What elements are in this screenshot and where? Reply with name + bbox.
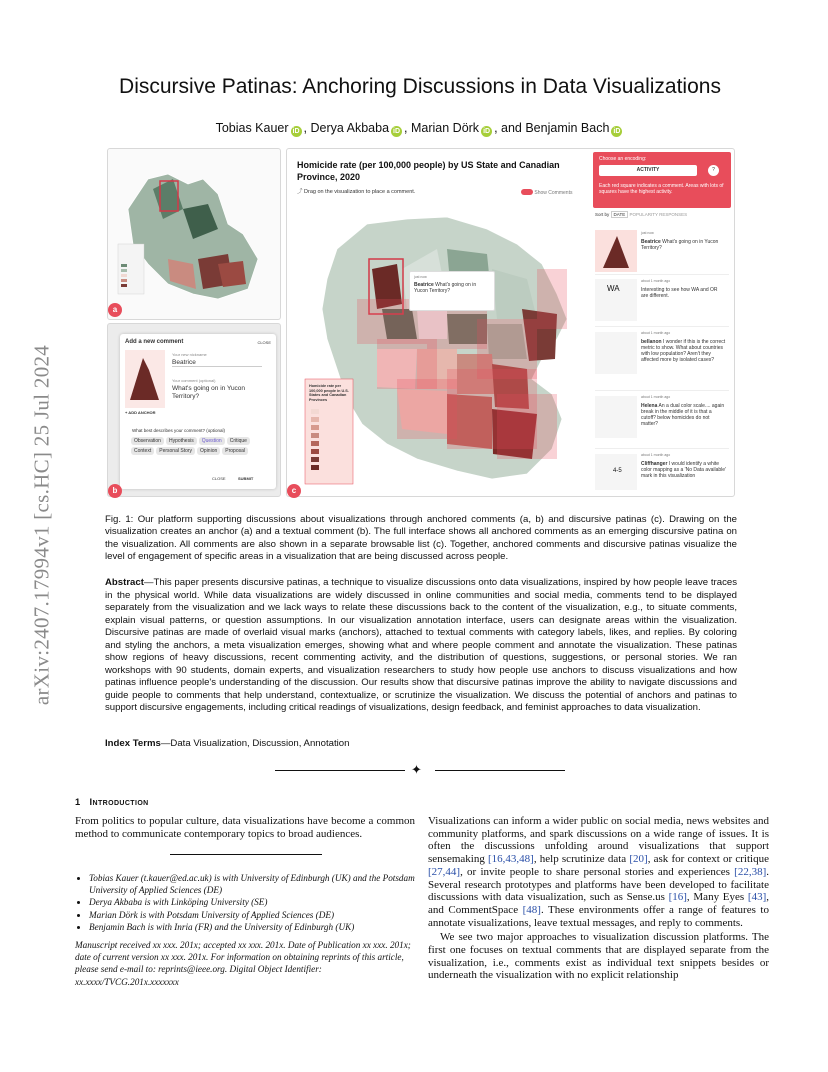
intro-right: Visualizations can inform a wider public on social media, news websites and community platforms, and spark discussions on a wide range of issues. It is often the discussions unfolding around visualizations that support sensemaking [16,43,48], help scrutinize data [20], ask for context or critique [27,44], or invite people to share personal stories and experiences [22,38]. Several research prototypes and platforms have been developed to facilitate discussions with data visualization, such as Sense.us [16], Many Eyes [43], and CommentSpace [48]. These environments offer a range of features to annotate visualizations, leave textual messages, and reply to comments. We see two major approaches to visualization discussion platforms. The first one focuses on textual comments that are displayed separate from the visualization, i.e., comments exist as individual text snippets besides or underneath the visualization with no explicit relationship [428, 815, 769, 982]
category-chip[interactable]: Critique [227, 437, 250, 445]
footnote: • Marian Dörk is with Potsdam University of Applied Sciences (DE) [89, 909, 415, 921]
dialog-title: Add a new comment [125, 339, 184, 345]
footnote: • Tobias Kauer (t.kauer@ed.ac.uk) is with University of Edinburgh (UK) and the Potsdam University of Applied Sciences (DE) [89, 872, 415, 896]
comment-thumb: 4-5 [595, 454, 637, 490]
anchor-preview [125, 350, 165, 408]
manuscript-note: Manuscript received xx xxx. 201x; accepted xx xxx. 201x. Date of Publication xx xxx. 201x; date of current version xx xxx. 201x. For information on obtaining reprints of this article, please send e-mail to: reprints@ieee.org. Digital Object Identifier: xx.xxxx/TVCG.201x.xxxxxxx [75, 940, 411, 987]
choropleth-map[interactable] [297, 209, 597, 494]
category-chip[interactable]: Observation [131, 437, 164, 445]
footnote-rule [170, 854, 322, 855]
category-chip[interactable]: Hypothesis [166, 437, 197, 445]
comment-time: just now [641, 231, 654, 235]
chart-title: Homicide rate (per 100,000 people) by US State and Canadian Province, 2020 [297, 160, 560, 182]
comment-card[interactable] [595, 450, 729, 494]
nickname-field[interactable]: Beatrice [172, 359, 262, 367]
divider-left [275, 770, 405, 771]
author-list: Tobias Kauer iD , Derya Akbaba iD , Marian Dörk iD , and Benjamin Bach iD [215, 121, 621, 135]
footnotes [75, 872, 415, 988]
sort-option[interactable]: POPULARITY [629, 212, 658, 217]
comment-time: about 1 month ago [641, 279, 671, 283]
orcid-icon[interactable]: iD [613, 128, 621, 135]
comment-thumb [595, 396, 637, 438]
add-anchor-button[interactable]: + ADD ANCHOR [125, 410, 156, 415]
sort-option[interactable]: DATE [611, 211, 629, 218]
comment-text: Helena An a dual color scale.... again break in the middle of it is that a cutoff? below homicides do not matter? [641, 403, 725, 427]
comment-time: about 1 month ago [641, 331, 671, 335]
drag-icon: ⤴ [297, 189, 305, 195]
citation-link[interactable]: [48] [522, 903, 541, 916]
legend-title: Homicide rate per 100,000 people in U.S. States and Canadian Provinces [309, 384, 349, 402]
comment-card[interactable] [595, 392, 729, 449]
panel-a [107, 148, 281, 320]
author: and Benjamin Bach [501, 121, 610, 135]
divider-star-icon: ✦ [411, 762, 422, 777]
show-comments-toggle[interactable]: Show Comments [521, 189, 572, 196]
citation-link[interactable]: [16] [668, 891, 687, 904]
section-heading: 1 Introduction [75, 797, 149, 807]
comment-text: bellanon I wonder if this is the correct metric to show. What about countries with low population? Aren't they affected more by isolated cases? [641, 339, 726, 363]
category-chip[interactable]: Context [131, 447, 154, 455]
help-icon[interactable]: ? [708, 165, 719, 176]
divider-right [435, 770, 565, 771]
comment-thumb: WA [595, 279, 637, 321]
orcid-icon[interactable]: iD [393, 128, 401, 135]
tooltip-time: just now [414, 275, 427, 279]
comment-text: Interesting to see how WA and OR are different. [641, 287, 718, 299]
encoding-label: Choose an encoding: [599, 156, 647, 162]
encoding-panel [593, 152, 731, 208]
drag-hint: ⤴ Drag on the visualization to place a comment. [297, 189, 416, 195]
encoding-help: Each red square indicates a comment. Areas with lots of squares have the highest activity. [599, 183, 724, 195]
author: Tobias Kauer [215, 121, 289, 135]
encoding-select[interactable]: ACTIVITY [599, 165, 697, 176]
comment-card[interactable] [595, 328, 729, 391]
comment-card[interactable] [595, 228, 729, 275]
mini-map-a [108, 149, 280, 319]
nickname-label: Your new nickname [172, 352, 207, 357]
orcid-icon[interactable]: iD [292, 128, 300, 135]
comment-time: about 1 month ago [641, 395, 671, 399]
author: Marian Dörk [410, 121, 480, 135]
category-chip[interactable]: Opinion [197, 447, 220, 455]
comment-thumb [595, 230, 637, 272]
arxiv-side-label: arXiv:2407.17994v1 [cs.HC] 25 Jul 2024 [29, 344, 54, 706]
category-chip[interactable]: Proposal [222, 447, 248, 455]
category-chip[interactable]: Personal Story [156, 447, 195, 455]
category-chips [130, 436, 270, 456]
footnote: • Benjamin Bach is with Inria (FR) and the University of Edinburgh (UK) [89, 921, 415, 933]
panel-c [286, 148, 735, 497]
close-button[interactable]: CLOSE [212, 476, 226, 481]
author: Derya Akbaba [310, 121, 390, 135]
comment-time: about 1 month ago [641, 453, 671, 457]
toggle-icon[interactable] [521, 189, 533, 195]
map-tooltip [409, 271, 495, 311]
footnote: • Derya Akbaba is with Linköping University (SE) [89, 896, 415, 908]
comment-card[interactable] [595, 276, 729, 327]
abstract: Abstract—This paper presents discursive patinas, a technique to visualize discussions onto data visualizations, inspired by how people leave traces in the physical world. While data visualizations are widely discussed in online communities and social media, comments tend to be displayed separately from the visualization and we lack ways to relate these discussions back to the content of the visualization, e.g., to situate comments, explain visual patterns, or question assumptions. In our visualization annotation interface, users can designate areas within the visualization. Discursive patinas are made of overlaid visual marks (anchors), attached to textual comments with category labels, likes, and replies. By coloring and styling the anchors, a meta visualization emerges, showing what and where people comment and annotate the visualization. These patinas show regions of heavy discussions, recent commenting activity, and the distribution of questions, suggestions, or personal stories. We ran workshops with 90 students, domain experts, and visualization researchers to study how people use anchors to discuss visualizations and how patinas influence people's understanding of the discussion. Our results show that discursive patinas improve the ability to navigate discussions and guide people to comments that help understand, contextualize, or scrutinize the visualization. We discuss the potential of anchors and patinas to support discursive engagements, including critical readings of visualizations, design feedback, and feminist approaches to data visualization. [105, 577, 737, 713]
paper-title: Discursive Patinas: Anchoring Discussions in Data Visualizations [119, 75, 721, 98]
panel-b [107, 323, 281, 497]
citation-link[interactable]: [27,44] [428, 865, 461, 878]
submit-button[interactable]: SUBMIT [238, 476, 254, 481]
intro-paragraph-2: We see two major approaches to visualization discussion platforms. The first one focuses on textual comments that are displayed separate from the visualization, i.e., comments exist as individual text snippets besides or underneath the visualization with no explicit relationship [428, 931, 769, 982]
comment-dialog [120, 334, 276, 489]
category-chip[interactable]: Question [199, 437, 225, 445]
orcid-icon[interactable]: iD [483, 128, 491, 135]
figure-caption: Fig. 1: Our platform supporting discussions about visualizations through anchored comments (a, b) and discursive patinas (c). Drawing on the visualization creates an anchor (a) and a textual comment (b). The full interface shows all anchored comments as an emerging discursive patina on the visualization. All comments are also shown in a separate browsable list (c). Together, anchored comments and discursive patinas visualize the level of engagement of specific areas in a visualization that are being discussed across people. [105, 514, 737, 562]
citation-link[interactable]: [43] [747, 891, 767, 904]
panel-label-a: a [108, 303, 122, 317]
comment-label: Your comment (optional) [172, 378, 216, 383]
sort-option[interactable]: RESPONSES [659, 212, 688, 217]
category-label: What best describes your comment? (optional) [132, 428, 226, 433]
citation-link[interactable]: [20] [629, 853, 648, 866]
comment-field[interactable]: What's going on in Yucon Territory? [172, 385, 246, 400]
index-terms: Index Terms—Data Visualization, Discussion, Annotation [105, 738, 350, 749]
comment-text: Beatrice What's going on in Yucon Territory? [641, 239, 719, 251]
comment-text: Cliffhanger I would identify a white color mapping as a 'No Data available' mark in this visualization [641, 461, 727, 479]
intro-left: From politics to popular culture, data visualizations have become a common method to communicate contemporary topics to broad audiences. [75, 815, 415, 840]
tooltip-text: Beatrice What's going on in Yucon Territory? [414, 282, 477, 294]
citation-link[interactable]: [22,38] [734, 865, 767, 878]
panel-label-c: c [287, 484, 301, 498]
citation-link[interactable]: [16,43,48] [488, 853, 534, 866]
panel-label-b: b [108, 484, 122, 498]
sort-bar: Sort by DATE POPULARITY RESPONSES [595, 212, 688, 217]
dialog-close-link[interactable]: CLOSE [257, 340, 271, 345]
comment-thumb [595, 332, 637, 374]
